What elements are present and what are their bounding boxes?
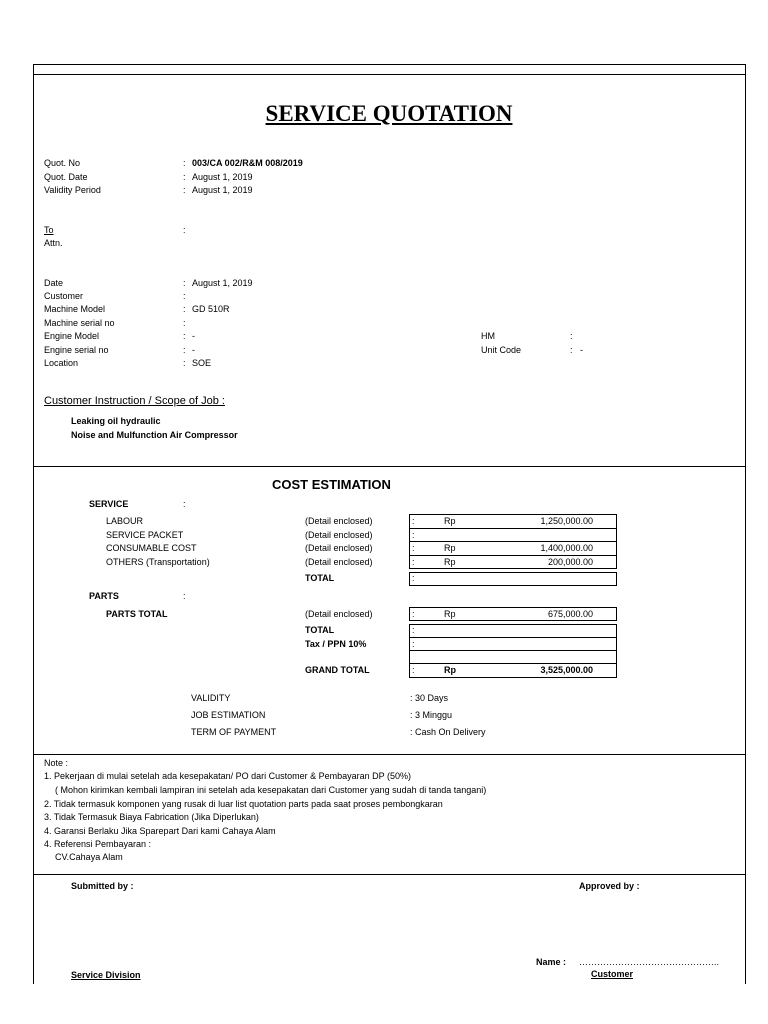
quot-no-value: 003/CA 002/R&M 008/2019: [192, 158, 303, 168]
machine-model-value: GD 510R: [192, 304, 230, 314]
detail-enclosed: (Detail enclosed): [305, 609, 373, 619]
job-estimation-value: : 3 Minggu: [410, 710, 453, 720]
service-label: SERVICE: [89, 499, 129, 509]
detail-enclosed: (Detail enclosed): [305, 557, 373, 567]
approved-by-label: Approved by :: [579, 881, 640, 891]
parts-label: PARTS: [89, 591, 119, 601]
page-title: SERVICE QUOTATION: [265, 101, 513, 126]
currency: Rp: [444, 557, 456, 567]
colon: :: [183, 158, 186, 168]
currency: Rp: [444, 609, 456, 619]
engine-model-label: Engine Model: [44, 331, 100, 341]
colon: :: [183, 345, 186, 355]
top-border: [33, 64, 746, 65]
service-division-label: Service Division: [71, 970, 141, 980]
service-total-box: [409, 572, 617, 586]
payment-term-value: : Cash On Delivery: [410, 727, 486, 737]
note-line: ( Mohon kirimkan kembali lampiran ini setelah ada kesepakatan dari Customer yang sudah di tanda tangani): [55, 785, 487, 795]
colon: :: [183, 331, 186, 341]
colon: :: [412, 543, 415, 553]
currency: Rp: [444, 543, 456, 553]
quot-date-value: August 1, 2019: [192, 172, 253, 182]
left-border: [33, 64, 34, 984]
total-label: TOTAL: [305, 625, 335, 635]
machine-serial-label: Machine serial no: [44, 318, 115, 328]
section-divider: [33, 466, 746, 467]
colon: :: [183, 225, 186, 235]
colon: :: [183, 358, 186, 368]
colon: :: [412, 625, 415, 635]
grand-total-label: GRAND TOTAL: [305, 665, 370, 675]
row-divider: [409, 650, 617, 651]
colon: :: [183, 304, 186, 314]
signature-divider: [33, 874, 746, 875]
currency: Rp: [444, 516, 456, 526]
colon: :: [570, 331, 573, 341]
colon: :: [183, 318, 186, 328]
notes-divider: [33, 754, 746, 755]
tax-label: Tax / PPN 10%: [305, 639, 367, 649]
note-line: 4. Referensi Pembayaran :: [44, 839, 152, 849]
engine-model-value: -: [192, 331, 195, 341]
others-amount: 200,000.00: [547, 557, 593, 567]
instruction-heading: Customer Instruction / Scope of Job :: [44, 395, 225, 407]
cost-heading: COST ESTIMATION: [272, 477, 391, 492]
name-dots: ………………………………………..: [579, 957, 720, 967]
colon: :: [412, 639, 415, 649]
hm-label: HM: [481, 331, 495, 341]
colon: :: [412, 516, 415, 526]
grand-total-amount: 3,525,000.00: [540, 665, 593, 675]
service-total-label: TOTAL: [305, 573, 335, 583]
currency: Rp: [444, 665, 456, 675]
validity-period-value: August 1, 2019: [192, 185, 253, 195]
row-divider: [409, 541, 617, 542]
unit-code-label: Unit Code: [481, 345, 522, 355]
attn-label: Attn.: [44, 238, 63, 248]
row-divider: [409, 528, 617, 529]
colon: :: [570, 345, 573, 355]
validity-value: : 30 Days: [410, 693, 449, 703]
top-border-2: [33, 74, 746, 75]
colon: :: [183, 278, 186, 288]
customer-signature-label: Customer: [591, 969, 634, 979]
parts-amount: 675,000.00: [547, 609, 593, 619]
note-line: 3. Tidak Termasuk Biaya Fabrication (Jika Diperlukan): [44, 812, 259, 822]
row-divider: [409, 555, 617, 556]
labour-label: LABOUR: [106, 516, 144, 526]
location-label: Location: [44, 358, 79, 368]
note-line: 1. Pekerjaan di mulai setelah ada kesepakatan/ PO dari Customer & Pembayaran DP (50%): [44, 771, 412, 781]
location-value: SOE: [192, 358, 212, 368]
engine-serial-label: Engine serial no: [44, 345, 109, 355]
parts-total-label: PARTS TOTAL: [106, 609, 168, 619]
labour-amount: 1,250,000.00: [540, 516, 593, 526]
unit-code-value: -: [580, 345, 583, 355]
engine-serial-value: -: [192, 345, 195, 355]
colon: :: [412, 665, 415, 675]
colon: :: [183, 591, 186, 601]
payment-term-label: TERM OF PAYMENT: [191, 727, 277, 737]
notes-heading: Note :: [44, 758, 69, 768]
colon: :: [183, 499, 186, 509]
quot-date-label: Quot. Date: [44, 172, 88, 182]
colon: :: [183, 185, 186, 195]
detail-enclosed: (Detail enclosed): [305, 516, 373, 526]
colon: :: [412, 573, 415, 583]
colon: :: [183, 172, 186, 182]
colon: :: [412, 530, 415, 540]
instruction-item: Leaking oil hydraulic: [71, 416, 161, 426]
note-line: CV.Cahaya Alam: [55, 852, 123, 862]
colon: :: [183, 291, 186, 301]
date-label: Date: [44, 278, 64, 288]
service-packet-label: SERVICE PACKET: [106, 530, 184, 540]
validity-period-label: Validity Period: [44, 185, 101, 195]
note-line: 2. Tidak termasuk komponen yang rusak di luar list quotation parts pada saat proses pembongkaran: [44, 799, 443, 809]
customer-label: Customer: [44, 291, 84, 301]
right-border: [745, 64, 746, 984]
machine-model-label: Machine Model: [44, 304, 106, 314]
detail-enclosed: (Detail enclosed): [305, 543, 373, 553]
others-label: OTHERS (Transportation): [106, 557, 210, 567]
quot-no-label: Quot. No: [44, 158, 81, 168]
consumable-label: CONSUMABLE COST: [106, 543, 197, 553]
name-label: Name :: [536, 957, 567, 967]
colon: :: [412, 557, 415, 567]
row-divider: [409, 637, 617, 638]
to-label: To: [44, 225, 54, 235]
submitted-by-label: Submitted by :: [71, 881, 134, 891]
note-line: 4. Garansi Berlaku Jika Sparepart Dari kami Cahaya Alam: [44, 826, 276, 836]
date-value: August 1, 2019: [192, 278, 253, 288]
job-estimation-label: JOB ESTIMATION: [191, 710, 266, 720]
consumable-amount: 1,400,000.00: [540, 543, 593, 553]
total-box: [409, 624, 617, 664]
detail-enclosed: (Detail enclosed): [305, 530, 373, 540]
validity-label: VALIDITY: [191, 693, 231, 703]
colon: :: [412, 609, 415, 619]
instruction-item: Noise and Mulfunction Air Compressor: [71, 430, 238, 440]
